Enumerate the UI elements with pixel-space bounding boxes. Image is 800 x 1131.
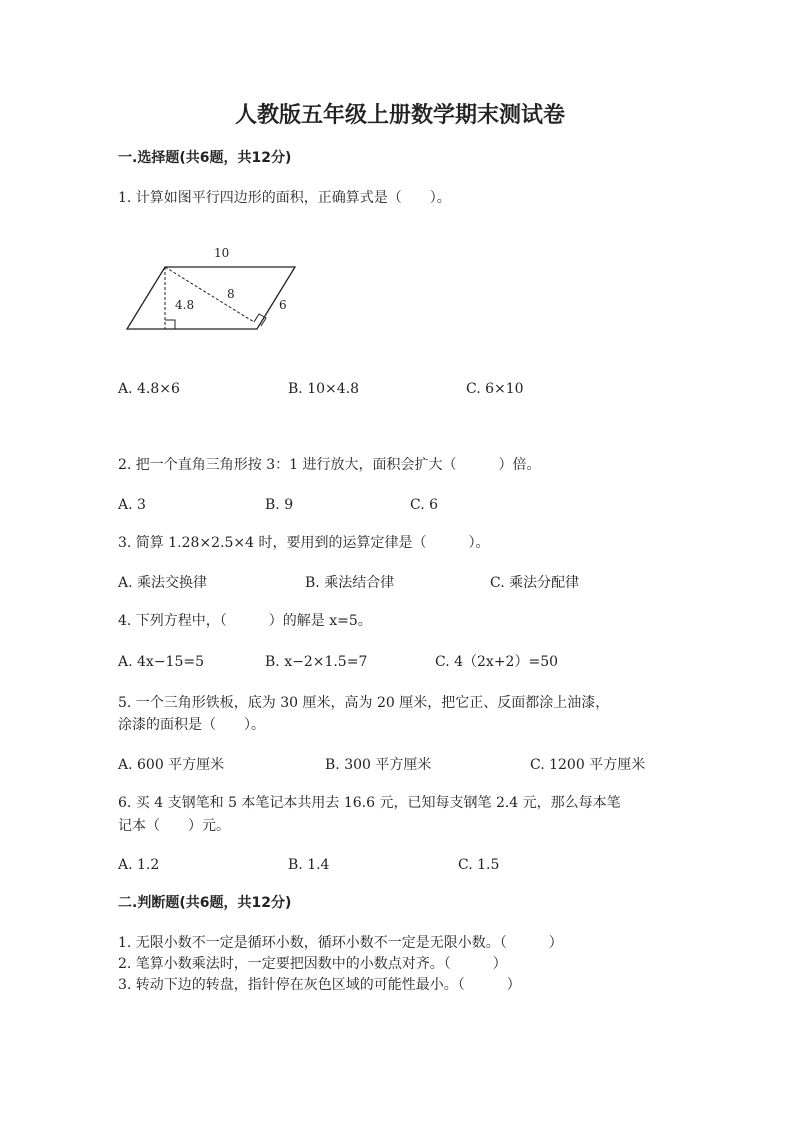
question-3: 3. 简算 1.28×2.5×4 时，要用到的运算定律是（ ）。 [118, 535, 490, 551]
q3-option-c: C. 乘法分配律 [490, 575, 580, 591]
right-angle-mark [165, 320, 175, 329]
page-title: 人教版五年级上册数学期末测试卷 [234, 103, 565, 128]
q2-option-b: B. 9 [265, 497, 294, 513]
q6-option-c: C. 1.5 [458, 857, 500, 873]
q5-option-c: C. 1200 平方厘米 [530, 757, 646, 773]
parallelogram-shape [127, 267, 295, 329]
section-heading-judgment: 二.判断题(共6题，共12分) [118, 895, 292, 911]
judgment-3: 3. 转动下边的转盘，指针停在灰色区域的可能性最小。（ ） [118, 977, 521, 993]
q2-option-a: A. 3 [118, 497, 146, 513]
label-height: 4.8 [175, 298, 195, 312]
q4-option-c: C. 4（2x+2）=50 [435, 654, 559, 670]
judgment-2: 2. 笔算小数乘法时，一定要把因数中的小数点对齐。（ ） [118, 956, 507, 972]
diagonal-height-dashed-line [165, 267, 254, 322]
question-5-line-1: 5. 一个三角形铁板，底为 30 厘米，高为 20 厘米，把它正、反面都涂上油漆， [118, 695, 610, 711]
question-6-line-1: 6. 买 4 支钢笔和 5 本笔记本共用去 16.6 元，已知每支钢笔 2.4 元，那么每本笔 [118, 795, 621, 811]
q5-option-a: A. 600 平方厘米 [118, 757, 225, 773]
section-heading-choice: 一.选择题(共6题，共12分) [118, 150, 292, 166]
question-1: 1. 计算如图平行四边形的面积，正确算式是（ ）。 [118, 190, 451, 206]
q1-option-a: A. 4.8×6 [118, 381, 180, 397]
label-top: 10 [214, 246, 230, 260]
q2-option-c: C. 6 [410, 497, 439, 513]
question-2: 2. 把一个直角三角形按 3：1 进行放大，面积会扩大（ ）倍。 [118, 457, 541, 473]
q5-option-b: B. 300 平方厘米 [325, 757, 432, 773]
q1-option-c: C. 6×10 [466, 381, 524, 397]
judgment-1: 1. 无限小数不一定是循环小数，循环小数不一定是无限小数。（ ） [118, 935, 563, 951]
q3-option-b: B. 乘法结合律 [305, 575, 395, 591]
q3-option-a: A. 乘法交换律 [118, 575, 208, 591]
q6-option-a: A. 1.2 [118, 857, 160, 873]
q4-option-b: B. x−2×1.5=7 [265, 654, 368, 670]
parallelogram-figure [0, 0, 800, 350]
q6-option-b: B. 1.4 [288, 857, 330, 873]
question-5-line-2: 涂漆的面积是（ ）。 [118, 717, 265, 733]
question-6-line-2: 记本（ ）元。 [118, 818, 230, 834]
question-4: 4. 下列方程中，（ ）的解是 x=5。 [118, 613, 372, 629]
label-side: 6 [279, 298, 287, 312]
q1-option-b: B. 10×4.8 [288, 381, 359, 397]
q4-option-a: A. 4x−15=5 [118, 654, 204, 670]
label-diagonal: 8 [227, 287, 235, 301]
